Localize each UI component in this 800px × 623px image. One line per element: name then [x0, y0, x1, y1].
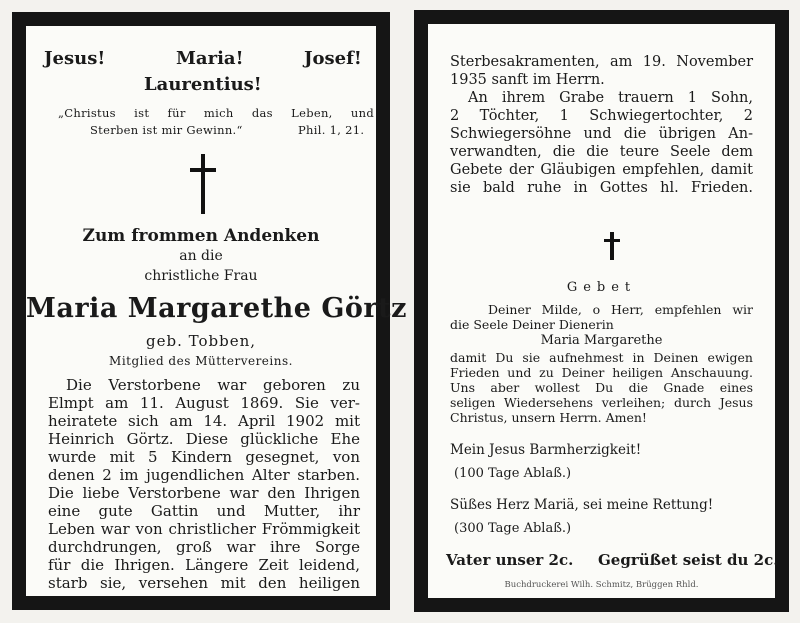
invocation-laurentius: Laurentius! — [144, 74, 262, 95]
bible-quote-reference: Phil. 1, 21. — [298, 123, 365, 137]
biography-line: Leben war von christlicher Frömmigkeit — [48, 520, 360, 538]
prayer-line: die Seele Deiner Dienerin — [450, 317, 614, 332]
continuation-line: An ihrem Grabe trauern 1 Sohn, — [468, 90, 753, 106]
biography-line: heiratete sich am 14. April 1902 mit — [48, 412, 360, 430]
memorial-card-front — [12, 12, 407, 610]
dedication-line1: Zum frommen Andenken — [82, 226, 320, 246]
continuation-line: 2 Töchter, 1 Schwiegertochter, 2 — [450, 108, 753, 124]
biography-line: Die Verstorbene war geboren zu — [66, 376, 360, 394]
continuation-line: sie bald ruhe in Gottes hl. Frieden. — [450, 180, 753, 196]
invocation-jesus: Jesus! — [44, 48, 106, 69]
indulgence-1: (100 Tage Ablaß.) — [454, 466, 572, 481]
continuation-line: Sterbesakramenten, am 19. November — [450, 54, 753, 70]
biography-line: für die Ihrigen. Längere Zeit leidend, — [48, 556, 360, 574]
ejaculation-2: Süßes Herz Mariä, sei meine Rettung! — [450, 497, 714, 513]
closing-our-father: Vater unser 2c. — [446, 551, 574, 569]
bible-quote-line1: „Christus ist für mich das Leben, und — [58, 106, 374, 120]
invocation-josef: Josef! — [304, 48, 362, 69]
prayer-line: Uns aber wollest Du die Gnade eines — [450, 380, 753, 395]
prayer-name: Maria Margarethe — [540, 333, 663, 348]
invocation-maria: Maria! — [176, 48, 244, 69]
prayer-line: Frieden und zu Deiner heiligen Anschauung. — [450, 365, 753, 380]
prayer-line: seligen Wiedersehens verleihen; durch Jesus — [450, 395, 753, 410]
indulgence-2: (300 Tage Ablaß.) — [454, 521, 572, 536]
biography-line: durchdrungen, groß war ihre Sorge — [48, 538, 360, 556]
biography-line: Die liebe Verstorbene war den Ihrigen — [48, 484, 360, 502]
prayer-title: Gebet — [566, 280, 637, 295]
biography-line: wurde mit 5 Kindern gesegnet, von — [48, 448, 360, 466]
memorial-card-back — [414, 10, 789, 612]
continuation-line: verwandten, die die teure Seele dem — [450, 144, 753, 160]
biography-line: Heinrich Görtz. Diese glückliche Ehe — [48, 430, 360, 448]
bible-quote-line2: Sterben ist mir Gewinn.“ — [90, 123, 243, 137]
continuation-line: 1935 sanft im Herrn. — [450, 72, 605, 88]
dedication-line2: an die — [179, 248, 223, 264]
cross-icon — [190, 154, 216, 214]
prayer-line: Deiner Milde, o Herr, empfehlen wir — [488, 302, 753, 317]
continuation-line: Gebete der Gläubigen empfehlen, damit — [450, 162, 753, 178]
continuation-line: Schwiegersöhne und die übrigen An- — [450, 126, 753, 142]
biography-line: denen 2 im jugendlichen Alter starben. — [48, 466, 360, 484]
biography-line: starb sie, versehen mit den heiligen — [48, 574, 360, 592]
small-cross-icon — [604, 232, 620, 260]
printer-imprint: Buchdruckerei Wilh. Schmitz, Brüggen Rhld. — [504, 580, 699, 590]
biography-line: eine gute Gattin und Mutter, ihr — [48, 502, 360, 520]
prayer-line: Christus, unsern Herrn. Amen! — [450, 410, 647, 425]
deceased-name: Maria Margarethe Görtz — [26, 293, 407, 324]
prayer-line: damit Du sie aufnehmest in Deinen ewigen — [450, 350, 753, 365]
dedication-line3: christliche Frau — [144, 268, 258, 284]
biography-line: Elmpt am 11. August 1869. Sie ver- — [48, 394, 360, 412]
ejaculation-1: Mein Jesus Barmherzigkeit! — [450, 442, 642, 458]
membership: Mitglied des Müttervereins. — [109, 354, 293, 368]
maiden-name: geb. Tobben, — [146, 332, 256, 350]
closing-hail-mary: Gegrüßet seist du 2c. — [598, 551, 779, 569]
